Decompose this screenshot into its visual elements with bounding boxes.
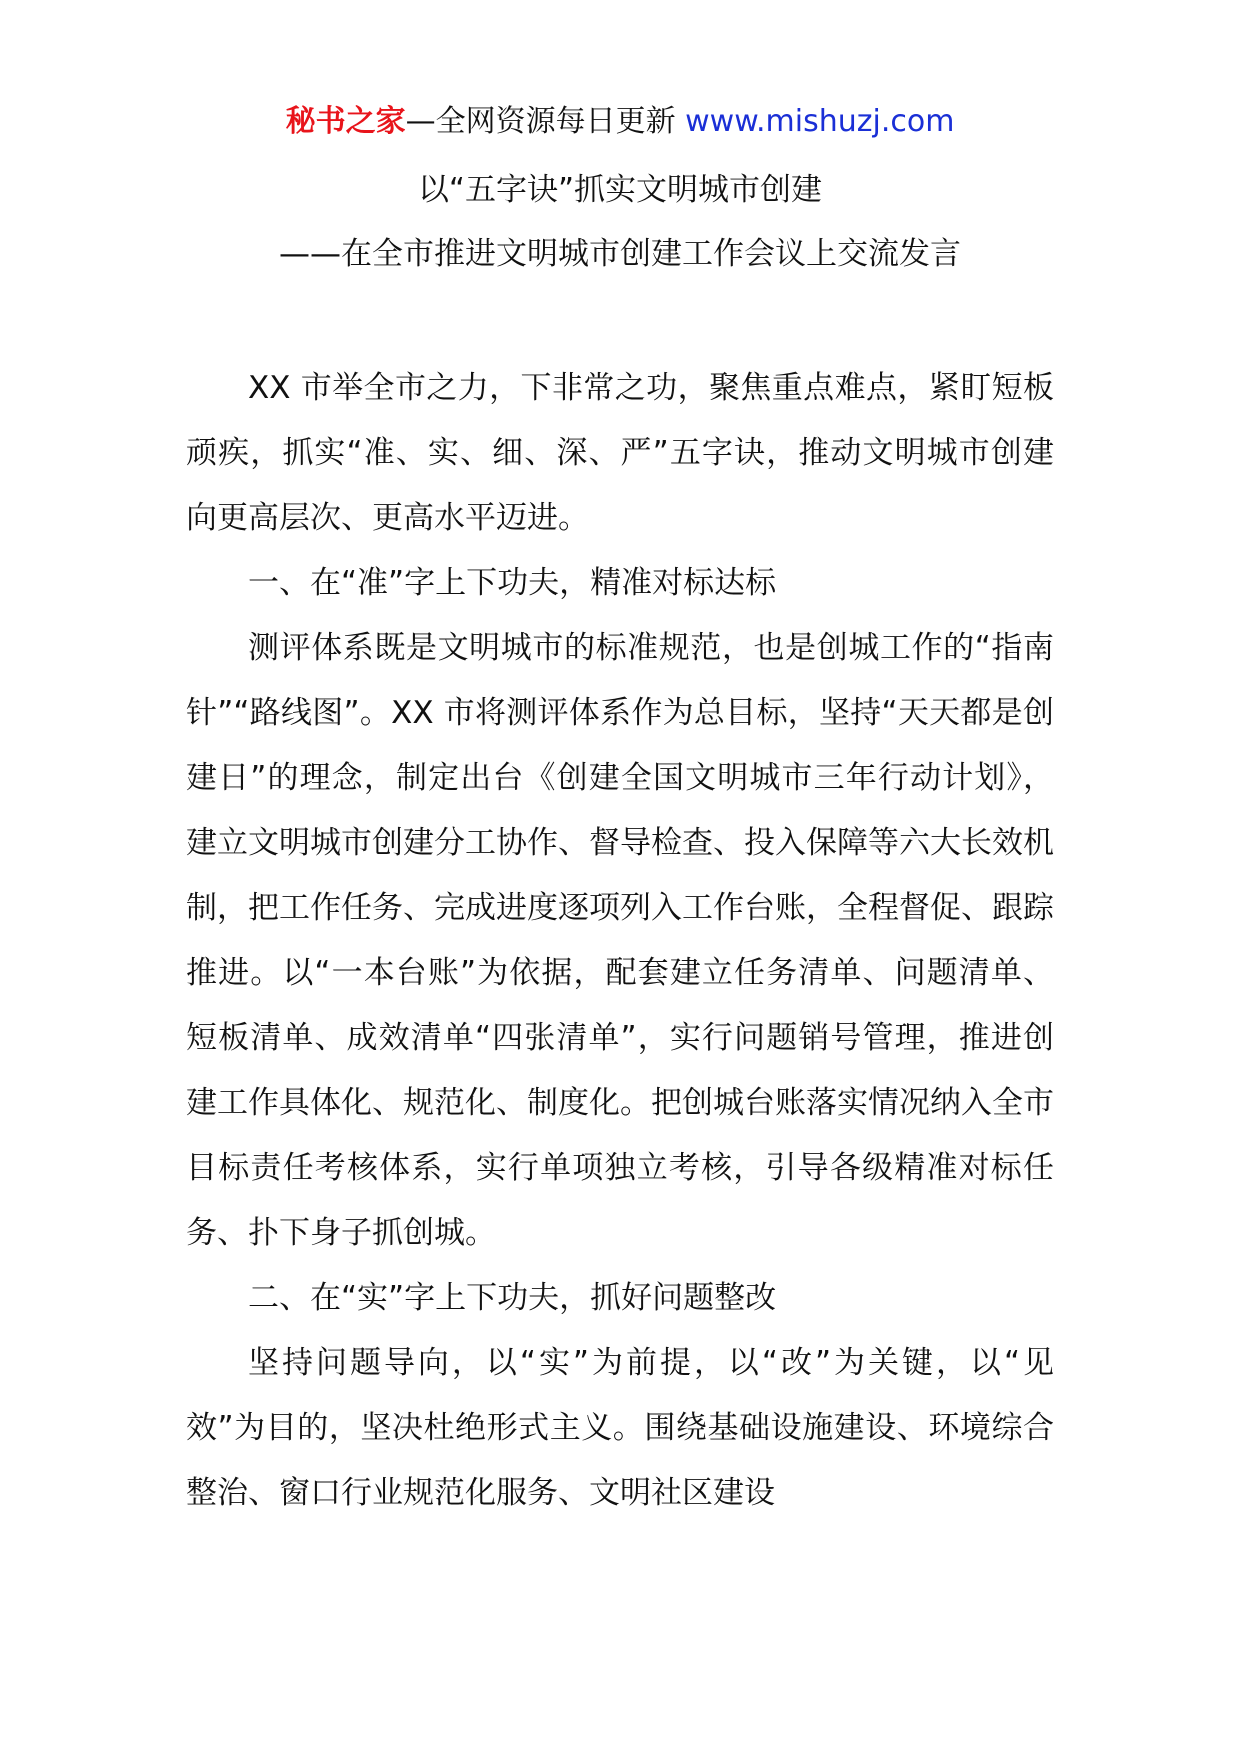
banner-slogan: —全网资源每日更新 <box>405 104 686 139</box>
brand-name: 秘书之家 <box>285 104 406 139</box>
paragraph-section-2: 坚持问题导向，以“实”为前提，以“改”为关键，以“见效”为目的，坚决杜绝形式主义。围绕基础设施建设、环境综合整治、窗口行业规范化服务、文明社区建设 <box>186 1345 1054 1511</box>
section-heading-1: 一、在“准”字上下功夫，精准对标达标 <box>248 565 777 601</box>
document-body <box>186 356 1054 1526</box>
paragraph-section-1: 测评体系既是文明城市的标准规范，也是创城工作的“指南针”“路线图”。XX 市将测评体系作为总目标，坚持“天天都是创建日”的理念，制定出台《创建全国文明城市三年行动计划》，建立文明城市创建分工协作、督导检查、投入保障等六大长效机制，把工作任务、完成进度逐项列入工作台账，全程督促、跟踪推进。以“一本台账”为依据，配套建立任务清单、问题清单、短板清单、成效清单“四张清单”，实行问题销号管理，推进创建工作具体化、规范化、制度化。把创城台账落实情况纳入全市目标责任考核体系，实行单项独立考核，引导各级精准对标任务、扑下身子抓创城。 <box>186 630 1054 1251</box>
site-url-link[interactable]: www.mishuzj.com <box>685 104 955 139</box>
section-heading-2: 二、在“实”字上下功夫，抓好问题整改 <box>248 1280 777 1316</box>
site-banner <box>0 100 1240 144</box>
paragraph-intro: XX 市举全市之力，下非常之功，聚焦重点难点，紧盯短板顽疾，抓实“准、实、细、深、严”五字诀，推动文明城市创建向更高层次、更高水平迈进。 <box>186 370 1054 536</box>
document-subtitle: ——在全市推进文明城市创建工作会议上交流发言 <box>279 236 961 272</box>
document-title: 以“五字诀”抓实文明城市创建 <box>417 172 823 208</box>
